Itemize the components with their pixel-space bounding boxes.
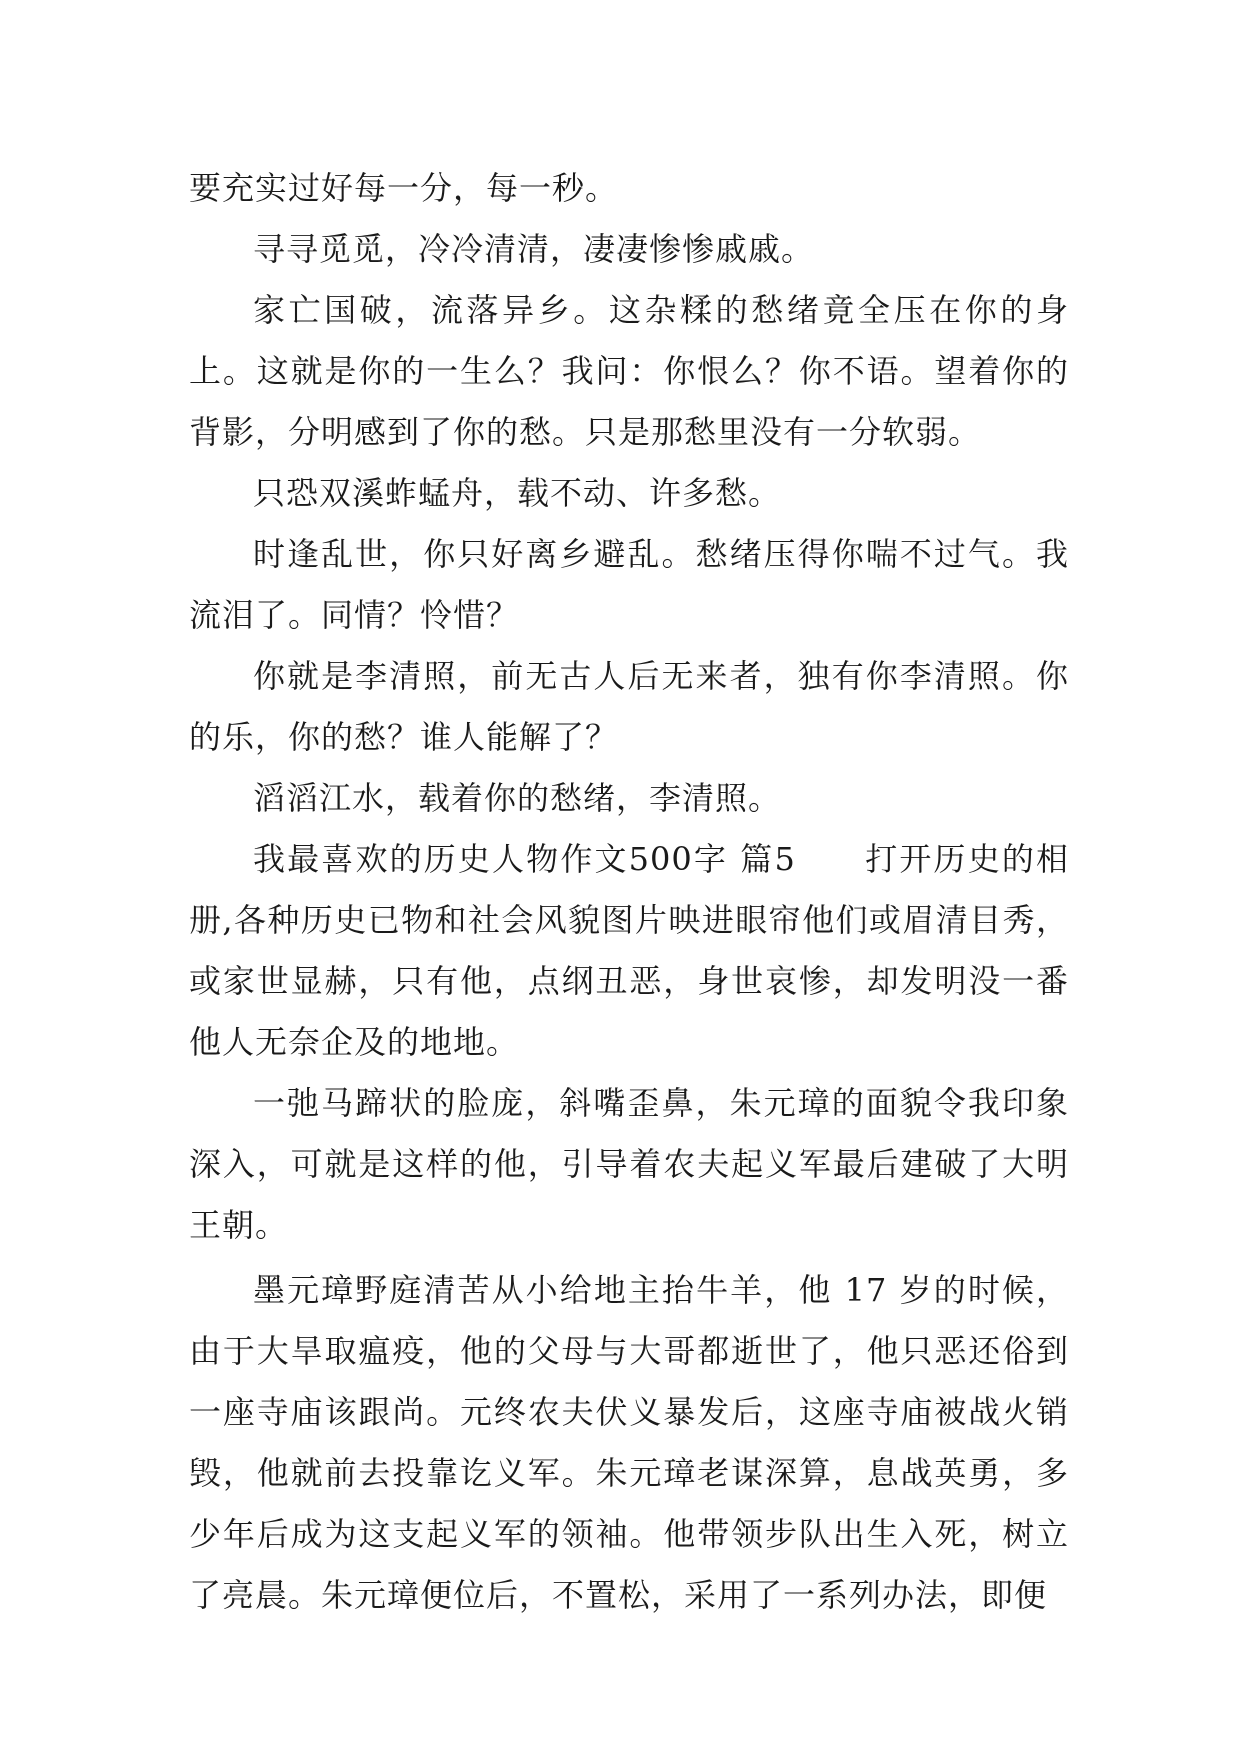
paragraph: 要充实过好每一分，每一秒。 bbox=[189, 169, 619, 207]
paragraph: 你就是李清照，前无古人后无来者，独有你李清照。你的乐，你的愁？谁人能解了？ bbox=[189, 657, 1069, 756]
paragraph: 只恐双溪蚱蜢舟，载不动、许多愁。 bbox=[253, 474, 782, 512]
paragraph: 时逢乱世，你只好离乡避乱。愁绪压得你喘不过气。我流泪了。同情？怜惜？ bbox=[189, 535, 1069, 634]
paragraph-section-heading: 我最喜欢的历史人物作文500字 篇5 打开历史的相册,各种历史已物和社会风貌图片映进眼帘他们或眉清目秀，或家世显赫，只有他，点纲丑恶，身世哀惨，却发明没一番他人无奈企及的地地。 bbox=[189, 840, 1069, 1061]
document-body bbox=[189, 158, 1069, 1626]
paragraph: 家亡国破，流落异乡。这杂糅的愁绪竟全压在你的身上。这就是你的一生么？我问：你恨么？你不语。望着你的背影，分明感到了你的愁。只是那愁里没有一分软弱。 bbox=[189, 291, 1069, 451]
paragraph: 滔滔江水，载着你的愁绪，李清照。 bbox=[253, 779, 782, 817]
paragraph: 寻寻觅觅，冷冷清清，凄凄惨惨戚戚。 bbox=[253, 230, 815, 268]
paragraph: 墨元璋野庭清苦从小给地主抬牛羊，他 17 岁的时候，由于大旱取瘟疫，他的父母与大哥都逝世了，他只恶还俗到一座寺庙该跟尚。元终农夫伏义暴发后，这座寺庙被战火销毁，他就前去投靠讫义军。朱元璋老谋深算，息战英勇，多少年后成为这支起义军的领袖。他带领步队出生入死，树立了亮晨。朱元璋便位后，不置松，采用了一系列办法，即便 bbox=[189, 1271, 1069, 1614]
paragraph: 一弛马蹄状的脸庞，斜嘴歪鼻，朱元璋的面貌令我印象深入，可就是这样的他，引导着农夫起义军最后建破了大明王朝。 bbox=[189, 1084, 1069, 1244]
